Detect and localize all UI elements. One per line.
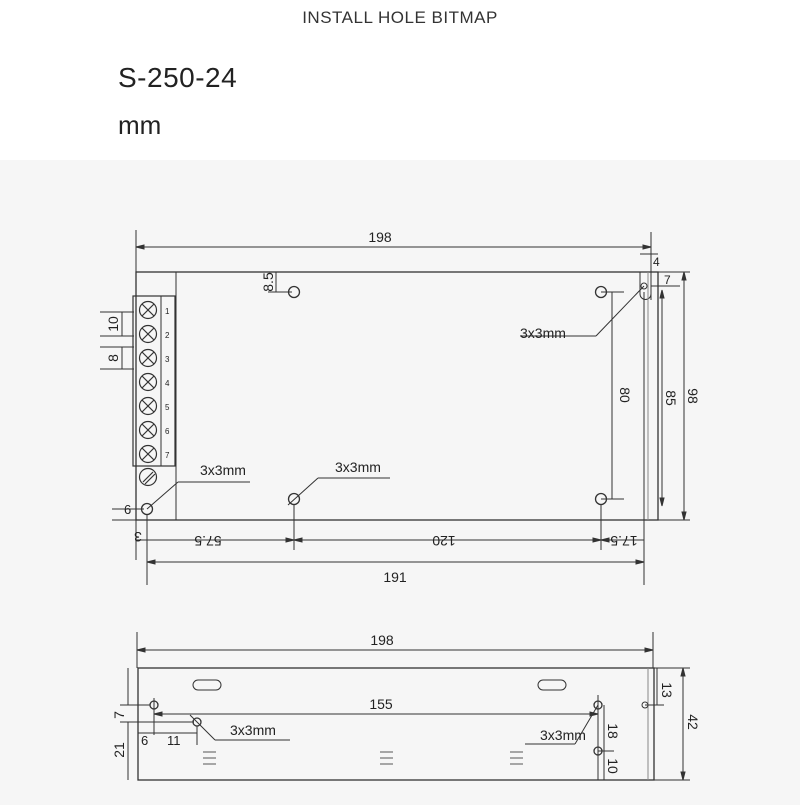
dim-label-13: 13 [659, 682, 675, 698]
hole-label: 3x3mm [520, 325, 566, 341]
case-outline [136, 272, 658, 520]
terminal-number: 1 [165, 307, 170, 316]
vent-slot [538, 680, 566, 690]
terminal-number: 4 [165, 379, 170, 388]
arrow [682, 512, 686, 520]
dim-label-18: 18 [605, 723, 621, 739]
side-case-outline [138, 668, 654, 780]
page-title: INSTALL HOLE BITMAP [302, 8, 498, 27]
arrow [636, 560, 644, 564]
arrow [294, 538, 302, 542]
dim-label-11: 11 [167, 733, 181, 748]
hole-label: 3x3mm [230, 722, 276, 738]
dim-label-10: 10 [105, 316, 121, 332]
arrow [660, 290, 664, 298]
arrow [682, 272, 686, 280]
leader-line [288, 478, 318, 505]
slot-arc [640, 294, 651, 300]
terminal-screws [140, 302, 157, 486]
dim-label-6-side: 6 [141, 733, 149, 748]
dim-label-198: 198 [368, 229, 392, 245]
dim-label-198-side: 198 [370, 632, 394, 648]
dim-label-155: 155 [369, 696, 393, 712]
dim-label-7-side: 7 [111, 711, 127, 719]
arrow [601, 538, 609, 542]
terminal-number: 5 [165, 403, 170, 412]
arrow [154, 712, 162, 716]
arrow [660, 498, 664, 506]
arrow [645, 648, 653, 652]
dim-label-98: 98 [685, 388, 701, 404]
arrow [136, 245, 144, 249]
dim-label-10-side: 10 [605, 758, 621, 774]
dim-label-42: 42 [685, 714, 701, 730]
hole-label: 3x3mm [200, 462, 246, 478]
arrow [643, 245, 651, 249]
terminal-number: 6 [165, 427, 170, 436]
arrow [137, 648, 145, 652]
leader-line [190, 715, 215, 740]
arrow [147, 560, 155, 564]
terminal-number: 2 [165, 331, 170, 340]
arrow [681, 668, 685, 676]
terminal-number: 7 [165, 451, 170, 460]
arrow [593, 538, 601, 542]
hole-label: 3x3mm [540, 727, 586, 743]
dim-label-17-5: 17.5 [610, 533, 638, 549]
arrow [681, 772, 685, 780]
dim-label-8-5: 8.5 [260, 272, 276, 292]
dim-label-4: 4 [653, 255, 660, 269]
arrow [286, 538, 294, 542]
dim-label-191: 191 [383, 569, 407, 585]
model-number: S-250-24 [118, 62, 238, 93]
dim-label-80: 80 [617, 387, 633, 403]
unit-label: mm [118, 110, 162, 140]
dim-label-120: 120 [432, 533, 456, 549]
hole-label: 3x3mm [335, 459, 381, 475]
dim-label-57-5: 57.5 [194, 533, 222, 549]
dim-label-85: 85 [663, 390, 679, 406]
dim-label-6: 6 [124, 502, 132, 517]
dim-label-7: 7 [664, 273, 671, 287]
leader-line [147, 482, 178, 509]
dim-label-8: 8 [105, 354, 121, 362]
dim-label-21: 21 [111, 742, 127, 758]
vent-slot [193, 680, 221, 690]
dim-label-3: 3 [134, 529, 142, 545]
leader-line [596, 286, 644, 336]
terminal-number: 3 [165, 355, 170, 364]
